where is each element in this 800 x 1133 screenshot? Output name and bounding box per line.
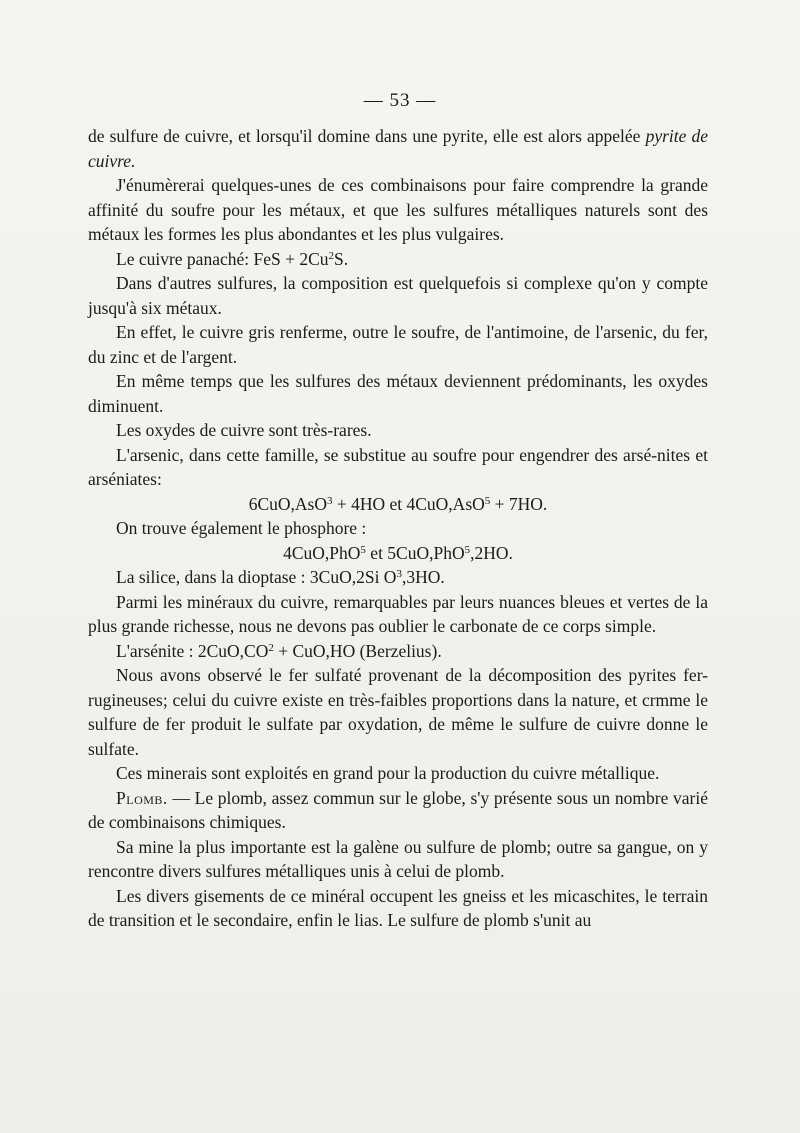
paragraph-3-text-end: S. bbox=[334, 248, 349, 269]
paragraph-12-superscript: 2 bbox=[268, 641, 274, 654]
paragraph-3-superscript: 2 bbox=[328, 249, 335, 262]
paragraph-9: On trouve également le phosphore : bbox=[116, 518, 367, 538]
formula-1-sup-2: 5 bbox=[484, 494, 491, 507]
section-heading-plomb: Plomb. bbox=[116, 787, 168, 808]
paragraph-10-text-end: ,3HO. bbox=[401, 567, 445, 587]
formula-1-part-a: 6CuO,AsO bbox=[248, 493, 327, 514]
formula-1-sup-1: 3 bbox=[326, 494, 333, 507]
paragraph-12-text-end: + CuO,HO (Berzelius). bbox=[273, 640, 442, 661]
paragraph-2: J'énumèrerai quelques-unes de ces combinaisons pour faire comprendre la grande affinité du soufre pour les métaux, et que les sulfures métalliques naturels sont des métaux les formes les plus abondantes et les plus vulgaires. bbox=[88, 175, 708, 244]
formula-phosphates bbox=[88, 541, 708, 566]
paragraph-1-text: de sulfure de cuivre, et lorsqu'il domine dans une pyrite, elle est alors appelée bbox=[88, 126, 641, 146]
page-number: — 53 — bbox=[363, 90, 437, 111]
paragraph-13: Nous avons observé le fer sulfaté provenant de la décomposition des pyrites fer-rugineuses; celui du cuivre existe en très-faibles proportions dans la nature, et crmme le sulfure de fer produit le sulfate par oxydation, de même le sulfure de cuivre donne le sulfate. bbox=[88, 665, 708, 759]
paragraph-3-text: Le cuivre panaché: FeS + 2Cu bbox=[116, 248, 329, 269]
paragraph-10-text: La silice, dans la dioptase : 3CuO,2Si O bbox=[116, 567, 397, 587]
paragraph-8: L'arsenic, dans cette famille, se substitue au soufre pour engendrer des arsé-nites et arséniates: bbox=[88, 444, 708, 489]
formula-2-part-a: 4CuO,PhO bbox=[283, 542, 361, 563]
paragraph-7: Les oxydes de cuivre sont très-rares. bbox=[116, 420, 372, 440]
formula-2-sup-2: 5 bbox=[464, 543, 471, 556]
paragraph-1 bbox=[88, 124, 708, 173]
paragraph-17: Les divers gisements de ce minéral occupent les gneiss et les micaschites, le terrain de transition et le secondaire, enfin le lias. Le sulfure de plomb s'unit au bbox=[88, 885, 708, 930]
paragraph-3 bbox=[88, 247, 708, 272]
formula-arseniates bbox=[88, 492, 708, 517]
paragraph-14: Ces minerais sont exploités en grand pour la production du cuivre métallique. bbox=[116, 763, 660, 783]
paragraph-11: Parmi les minéraux du cuivre, remarquables par leurs nuances bleues et vertes de la plus grande richesse, nous ne devons pas oublier le carbonate de ce corps simple. bbox=[88, 591, 708, 636]
paragraph-15 bbox=[88, 786, 708, 835]
formula-1-part-c: + 7HO. bbox=[490, 493, 548, 514]
paragraph-12-text: L'arsénite : 2CuO,CO bbox=[116, 640, 269, 661]
paragraph-16: Sa mine la plus importante est la galène ou sulfure de plomb; outre sa gangue, on y rencontre divers sulfures métalliques unis à celui de plomb. bbox=[88, 836, 708, 881]
body-text bbox=[88, 124, 708, 933]
paragraph-1-italic-term: pyrite de cuivre. bbox=[88, 126, 708, 171]
paragraph-10-superscript: 3 bbox=[396, 568, 402, 580]
paragraph-4: Dans d'autres sulfures, la composition est quelquefois si complexe qu'on y compte jusqu'à six métaux. bbox=[88, 273, 708, 318]
paragraph-5: En effet, le cuivre gris renferme, outre le soufre, de l'antimoine, de l'arsenic, du fer, du zinc et de l'argent. bbox=[88, 322, 708, 367]
formula-2-part-b: et 5CuO,PhO bbox=[365, 542, 465, 563]
paragraph-10 bbox=[88, 565, 708, 590]
paragraph-6: En même temps que les sulfures des métaux deviennent prédominants, les oxydes diminuent. bbox=[88, 371, 708, 416]
paragraph-12 bbox=[88, 639, 708, 664]
paragraph-15-text: — Le plomb, assez commun sur le globe, s'y présente sous un nombre varié de combinaisons chimiques. bbox=[88, 787, 708, 832]
formula-1-part-b: + 4HO et 4CuO,AsO bbox=[332, 493, 485, 514]
formula-2-part-c: ,2HO. bbox=[470, 542, 513, 563]
formula-2-sup-1: 5 bbox=[360, 543, 366, 556]
